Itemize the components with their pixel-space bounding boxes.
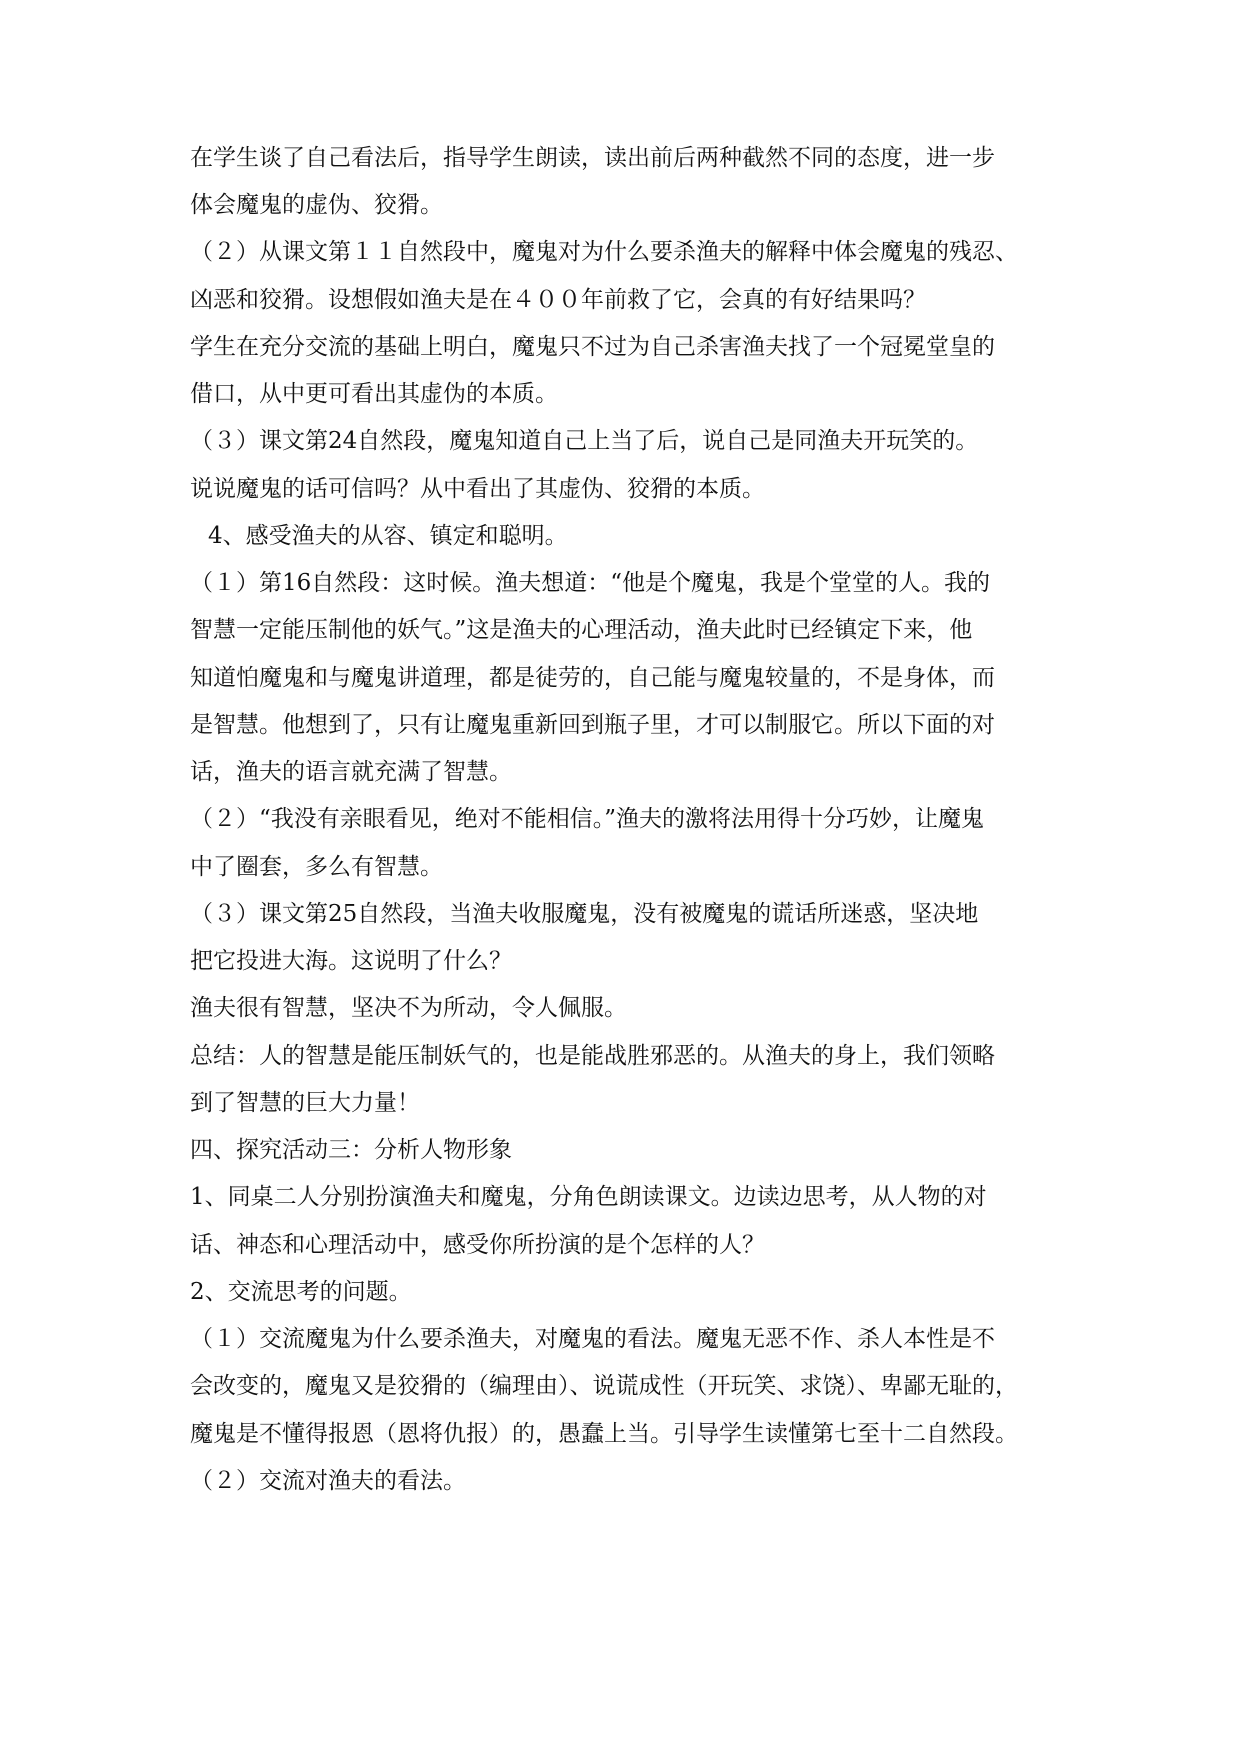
text-line: 魔鬼是不懂得报恩（恩将仇报）的，愚蠢上当。引导学生读懂第七至十二自然段。 [190,1421,1018,1447]
text-line: 体会魔鬼的虚伪、狡猾。 [190,192,443,218]
text-line: （３）课文第24自然段，魔鬼知道自己上当了后，说自己是同渔夫开玩笑的。 [190,428,979,454]
text-line: 在学生谈了自己看法后，指导学生朗读，读出前后两种截然不同的态度，进一步 [190,145,995,171]
text-line: 凶恶和狡猾。设想假如渔夫是在４００年前救了它，会真的有好结果吗？ [190,287,926,313]
text-line: 说说魔鬼的话可信吗？从中看出了其虚伪、狡猾的本质。 [190,476,765,502]
text-line: （１）第16自然段：这时候。渔夫想道：“他是个魔鬼，我是个堂堂的人。我的 [190,570,991,596]
text-line: （１）交流魔鬼为什么要杀渔夫，对魔鬼的看法。魔鬼无恶不作、杀人本性是不 [190,1326,995,1352]
text-line: 知道怕魔鬼和与魔鬼讲道理，都是徒劳的，自己能与魔鬼较量的，不是身体，而 [190,665,995,691]
text-line: 学生在充分交流的基础上明白，魔鬼只不过为自己杀害渔夫找了一个冠冕堂皇的 [190,334,995,360]
text-line: 话、神态和心理活动中，感受你所扮演的是个怎样的人？ [190,1232,765,1258]
text-line: 话，渔夫的语言就充满了智慧。 [190,759,512,785]
text-line: （２）交流对渔夫的看法。 [190,1468,466,1494]
text-line: 渔夫很有智慧，坚决不为所动，令人佩服。 [190,995,627,1021]
text-line: 是智慧。他想到了，只有让魔鬼重新回到瓶子里，才可以制服它。所以下面的对 [190,712,995,738]
text-line: （２）从课文第１１自然段中，魔鬼对为什么要杀渔夫的解释中体会魔鬼的残忍、 [190,239,1018,265]
text-line: （２）“我没有亲眼看见，绝对不能相信。”渔夫的激将法用得十分巧妙，让魔鬼 [190,806,985,832]
section-heading: 四、探究活动三：分析人物形象 [190,1137,512,1163]
text-line: 到了智慧的巨大力量！ [190,1090,420,1116]
text-line: 1、同桌二人分别扮演渔夫和魔鬼，分角色朗读课文。边读边思考，从人物的对 [190,1184,987,1210]
text-line: 借口，从中更可看出其虚伪的本质。 [190,381,558,407]
section-heading: 4、感受渔夫的从容、镇定和聪明。 [208,523,568,549]
text-line: 把它投进大海。这说明了什么？ [190,948,512,974]
text-line: 会改变的，魔鬼又是狡猾的（编理由）、说谎成性（开玩笑、求饶）、卑鄙无耻的， [190,1373,1018,1399]
text-line: 中了圈套，多么有智慧。 [190,854,443,880]
text-line: （３）课文第25自然段，当渔夫收服魔鬼，没有被魔鬼的谎话所迷惑，坚决地 [190,901,979,927]
text-line: 2、交流思考的问题。 [190,1279,412,1305]
text-line: 总结：人的智慧是能压制妖气的，也是能战胜邪恶的。从渔夫的身上，我们领略 [190,1043,995,1069]
text-line: 智慧一定能压制他的妖气。”这是渔夫的心理活动，渔夫此时已经镇定下来，他 [190,617,973,643]
